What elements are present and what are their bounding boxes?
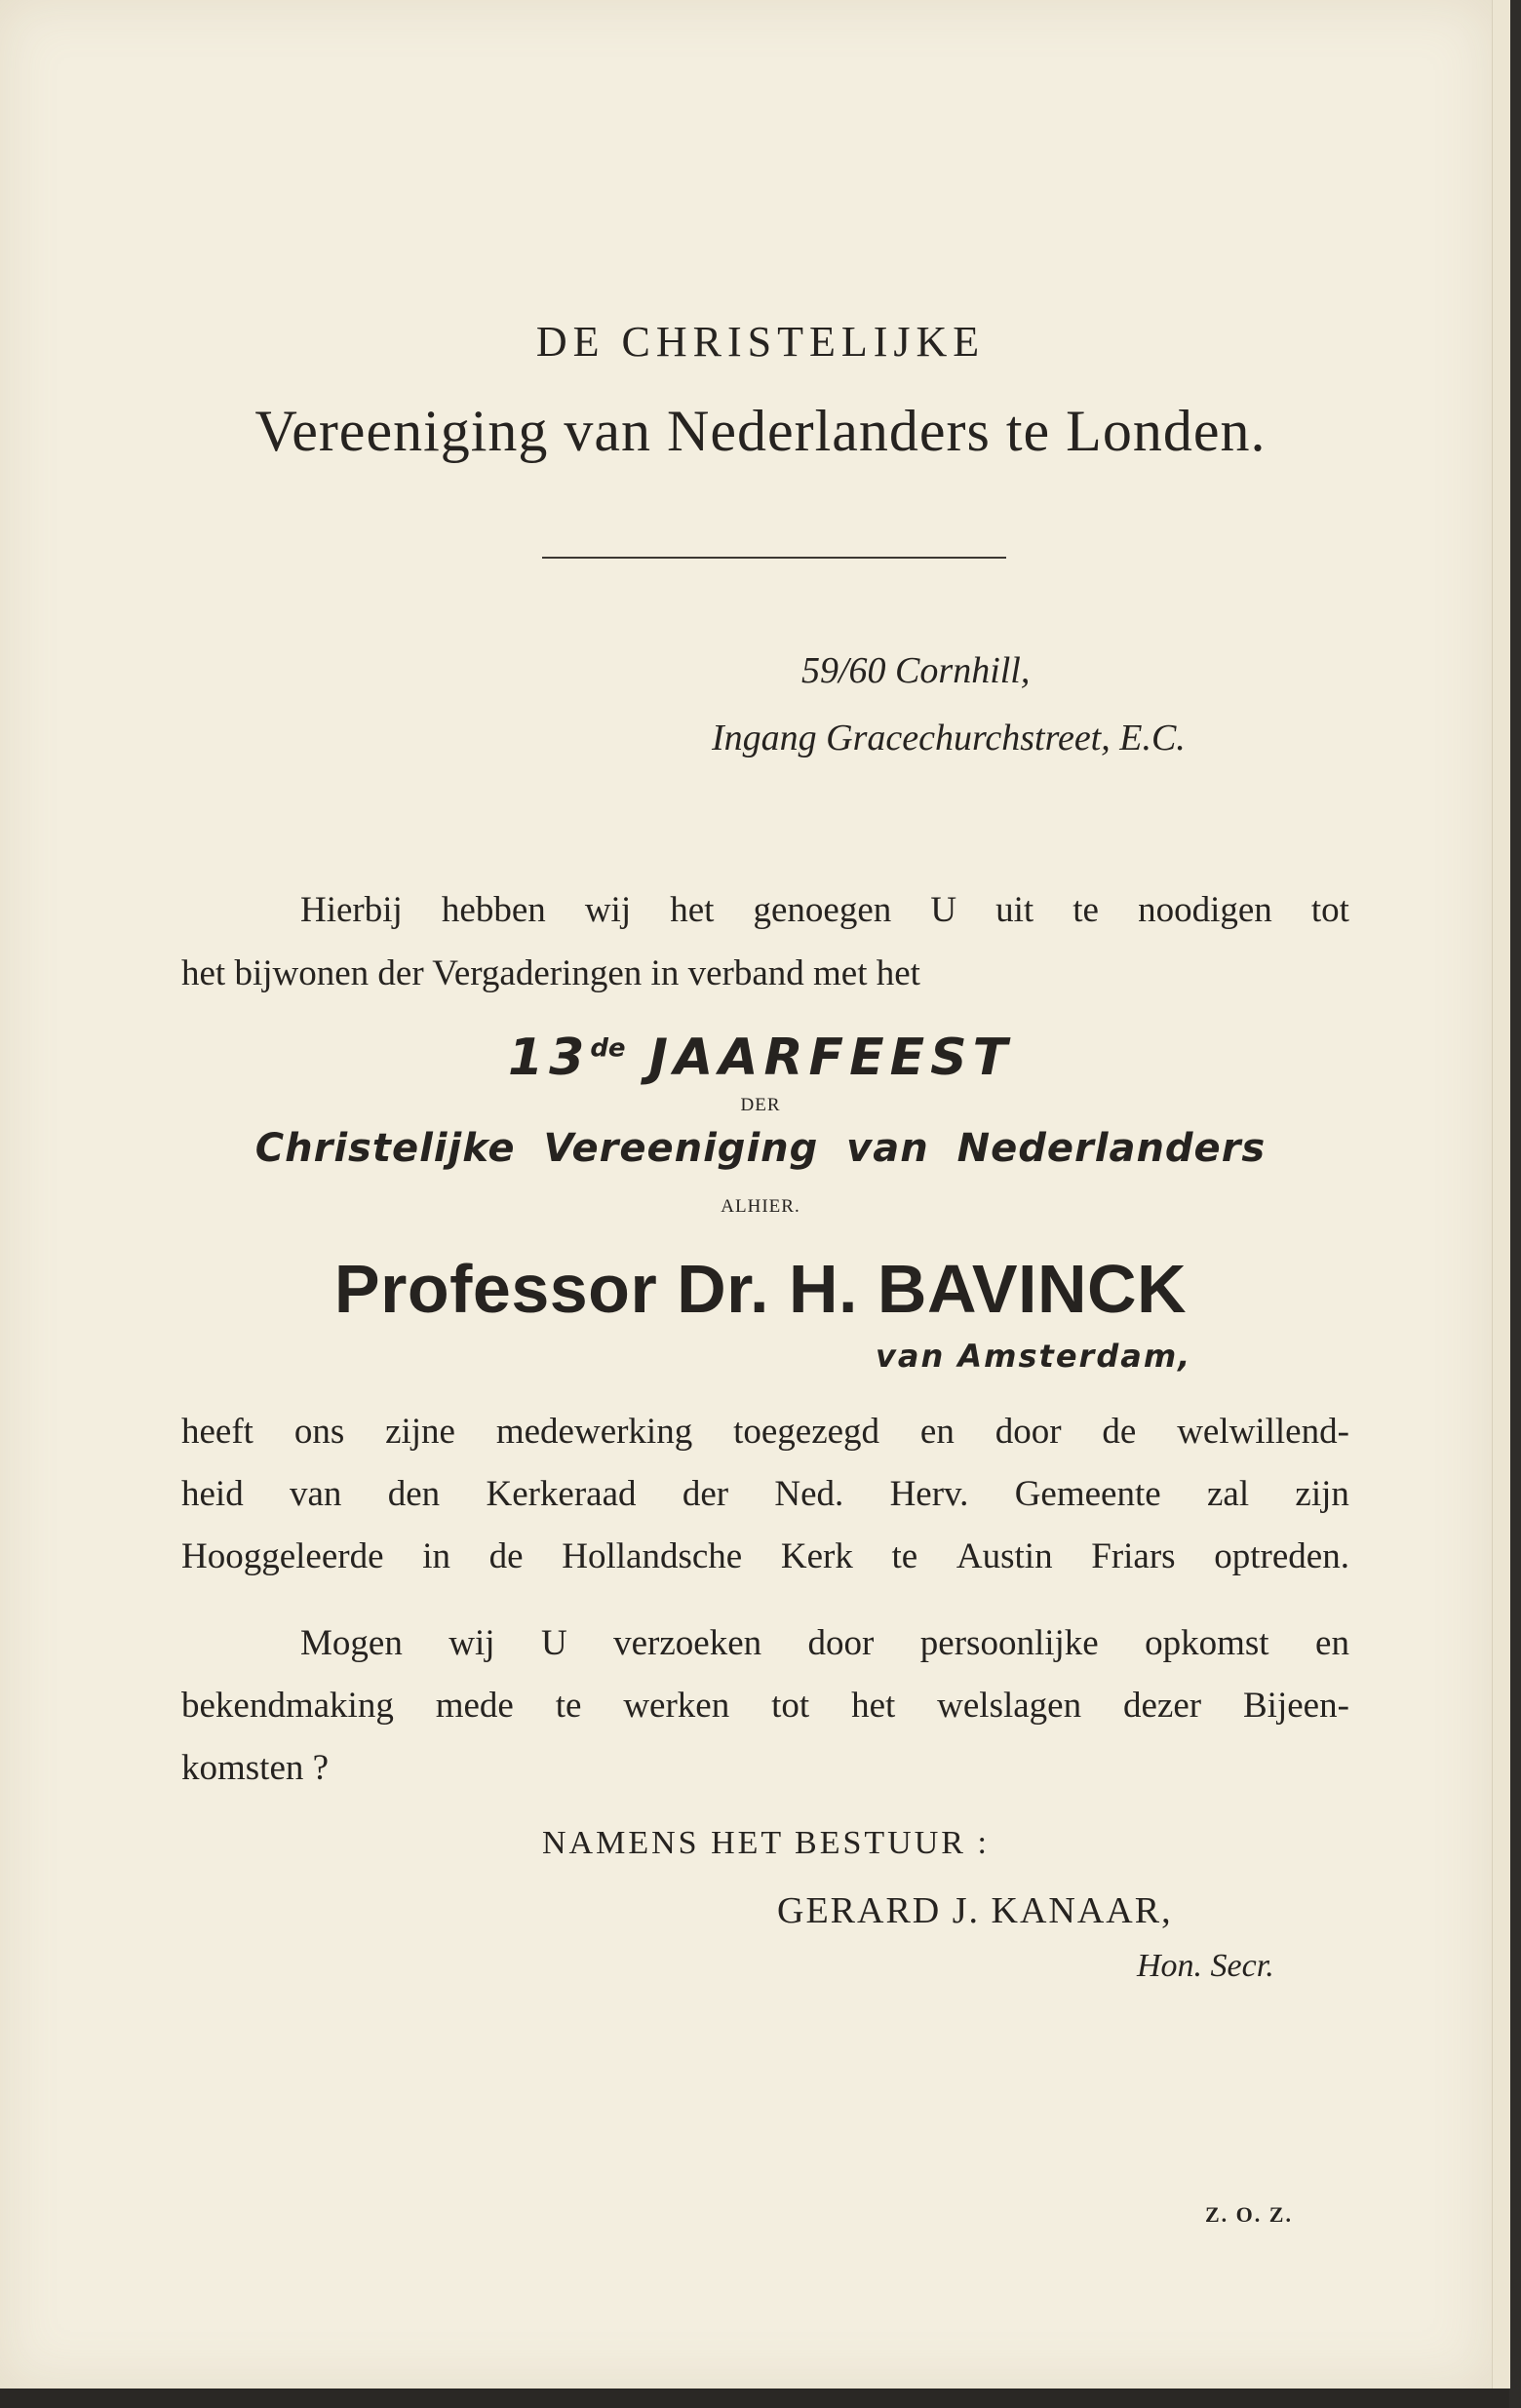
word: te [1072, 890, 1099, 930]
word: zal [1206, 1474, 1250, 1514]
word: den [387, 1474, 441, 1514]
paragraph-3-line-1 [300, 1622, 1349, 1664]
word: door [994, 1412, 1062, 1452]
word: mede [435, 1686, 514, 1726]
organization-subheading: Vereeniging van Nederlanders te Londen. [254, 399, 1267, 463]
feast-number: 13 [507, 1029, 591, 1087]
divider-rule [542, 557, 1006, 559]
word: heeft [181, 1412, 254, 1452]
word: wij [584, 890, 632, 930]
jaarfeest-title [0, 1029, 1521, 1087]
word: opkomst [1145, 1623, 1269, 1663]
word: Hierbij [300, 890, 403, 930]
word: tot [1310, 890, 1349, 930]
word: Friars [1091, 1536, 1176, 1576]
address-line-1: 59/60 Cornhill, [801, 650, 1031, 691]
word: het [670, 890, 715, 930]
feast-word: JAARFEEST [648, 1029, 1014, 1087]
word: noodigen [1138, 890, 1272, 930]
paragraph-2-line-3 [181, 1535, 1349, 1577]
word: door [807, 1623, 875, 1663]
word: heid [181, 1474, 244, 1514]
signer-name: GERARD J. KANAAR, [777, 1890, 1173, 1931]
word: Ned. [774, 1474, 844, 1514]
word: in [422, 1536, 450, 1576]
word: Hollandsche [562, 1536, 743, 1576]
scan-background [0, 2389, 1509, 2408]
word: bekendmaking [181, 1686, 394, 1726]
paragraph-1-line-1 [300, 889, 1349, 931]
word: het [851, 1686, 896, 1726]
word: te [891, 1536, 918, 1576]
word: te [555, 1686, 582, 1726]
paragraph-1-line-2: het bijwonen der Vergaderingen in verband met het [181, 953, 920, 993]
word: toegezegd [733, 1412, 880, 1452]
word: dezer [1123, 1686, 1202, 1726]
feast-ordinal-suffix: de [590, 1033, 626, 1064]
word: ons [293, 1412, 345, 1452]
word: U [540, 1623, 567, 1663]
speaker-name: Professor Dr. H. BAVINCK [333, 1251, 1188, 1327]
word: de [1102, 1412, 1137, 1452]
word: Gemeente [1014, 1474, 1161, 1514]
word: Kerk [780, 1536, 853, 1576]
word: medewerking [495, 1412, 693, 1452]
word: van [290, 1474, 342, 1514]
word: der [682, 1474, 729, 1514]
der-label: DER [740, 1095, 781, 1115]
word: werken [623, 1686, 730, 1726]
paragraph-3-line-2 [181, 1685, 1349, 1727]
paragraph-2-line-2 [181, 1473, 1349, 1515]
word: Austin [956, 1536, 1053, 1576]
word: Hooggeleerde [181, 1536, 384, 1576]
word: en [919, 1412, 955, 1452]
word: welslagen [937, 1686, 1082, 1726]
page-turn-note: Z. O. Z. [1205, 2202, 1293, 2227]
word: tot [771, 1686, 810, 1726]
word: verzoeken [613, 1623, 762, 1663]
word: wij [448, 1623, 495, 1663]
word: welwillend- [1177, 1412, 1349, 1452]
word: Kerkeraad [486, 1474, 637, 1514]
signer-title: Hon. Secr. [1137, 1948, 1274, 1984]
word: uit [995, 890, 1034, 930]
society-name: Christelijke Vereeniging van Nederlanders [254, 1126, 1267, 1171]
word: Herv. [889, 1474, 969, 1514]
word: Bijeen- [1242, 1686, 1349, 1726]
word: U [930, 890, 957, 930]
word: genoegen [753, 890, 892, 930]
word: zijn [1295, 1474, 1349, 1514]
paragraph-3-line-3: komsten ? [181, 1748, 330, 1788]
paper-edge [1492, 0, 1510, 2389]
speaker-origin: van Amsterdam, [876, 1338, 1192, 1375]
paragraph-2-line-1 [181, 1411, 1349, 1453]
word: en [1315, 1623, 1349, 1663]
address-line-2: Ingang Gracechurchstreet, E.C. [712, 718, 1186, 758]
on-behalf-label: NAMENS HET BESTUUR : [542, 1825, 990, 1861]
organization-heading: DE CHRISTELIJKE [535, 318, 986, 366]
word: optreden. [1214, 1536, 1349, 1576]
word: persoonlijke [919, 1623, 1099, 1663]
word: hebben [441, 890, 546, 930]
word: zijne [385, 1412, 455, 1452]
word: de [488, 1536, 524, 1576]
word: Mogen [300, 1623, 403, 1663]
alhier-label: ALHIER. [721, 1196, 800, 1217]
